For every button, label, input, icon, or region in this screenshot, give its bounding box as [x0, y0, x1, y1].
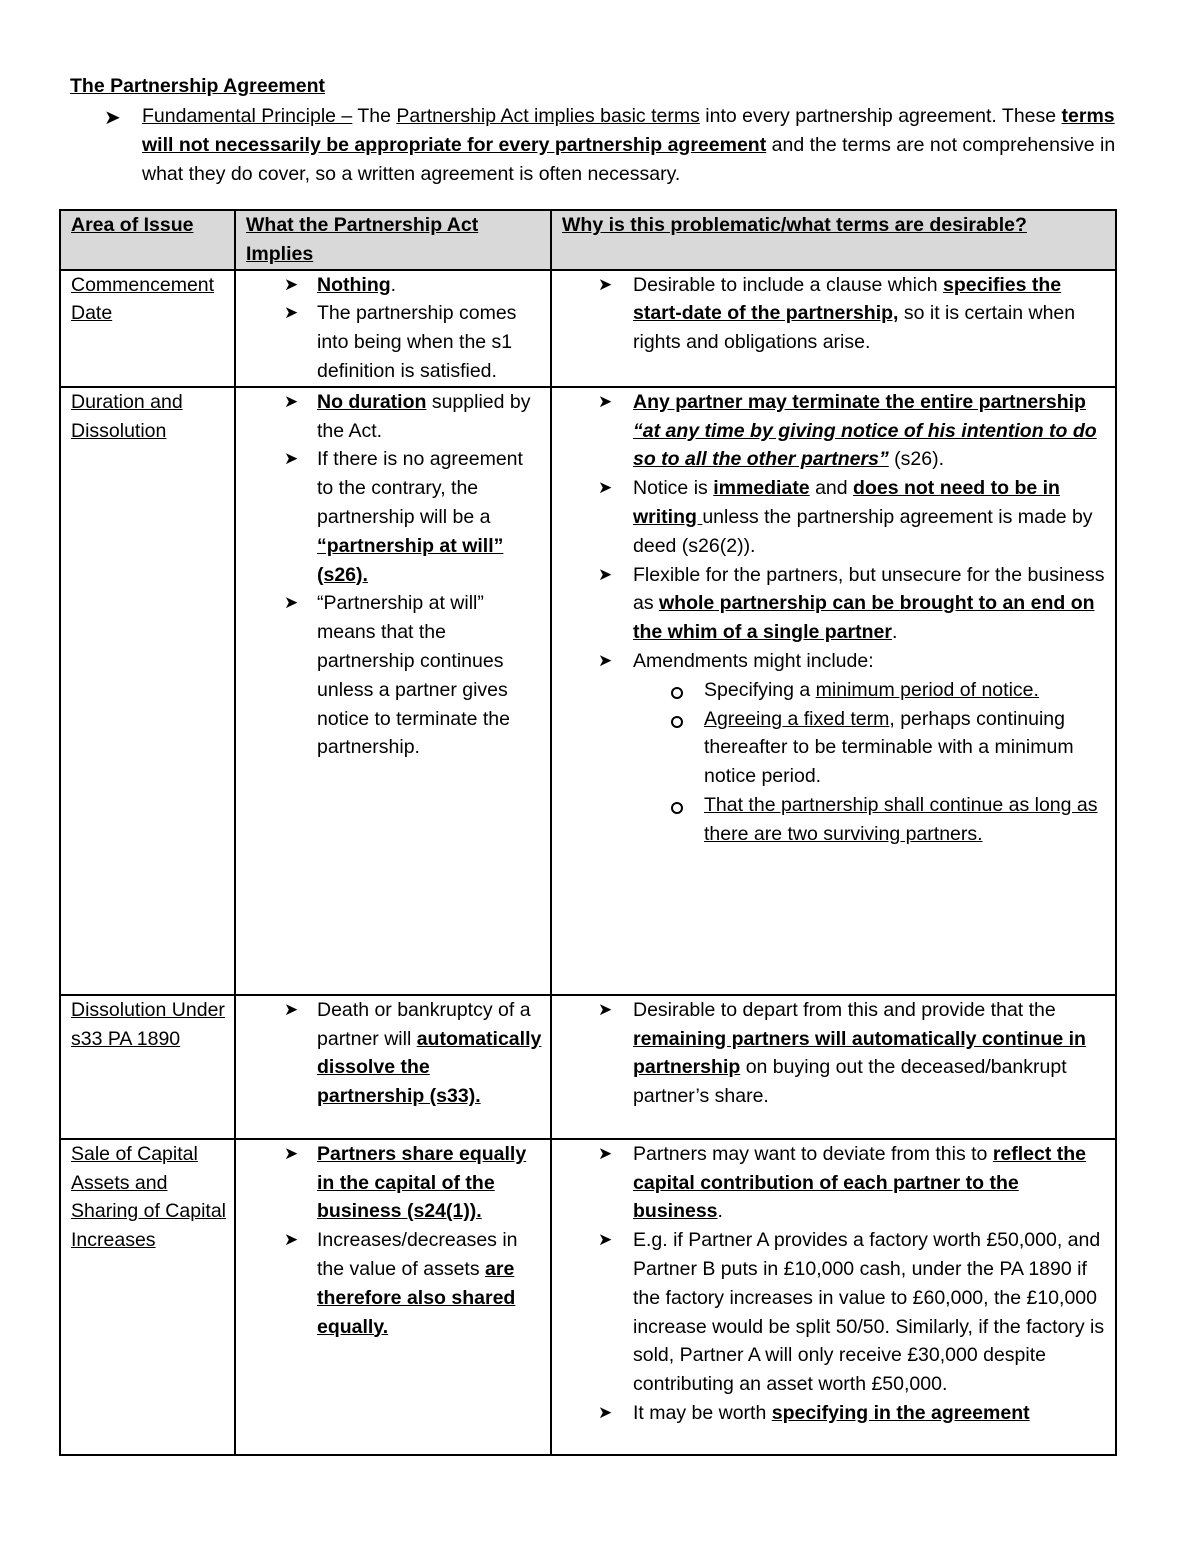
list-item: ➤ It may be worth specifying in the agreement [562, 1399, 1107, 1428]
implies-cell [235, 995, 551, 1139]
arrow-bullet-icon: ➤ [284, 593, 299, 613]
table-header-row [60, 210, 1116, 270]
arrow-bullet-icon: ➤ [598, 274, 613, 294]
arrow-bullet-icon: ➤ [598, 999, 613, 1019]
table-row [60, 387, 1116, 995]
list-item: ➤ Partners share equally in the capital of the business (s24(1)). [246, 1140, 542, 1226]
implies-cell [235, 387, 551, 995]
arrow-bullet-icon: ➤ [598, 391, 613, 411]
problem-cell [551, 1139, 1116, 1455]
problem-cell [551, 995, 1116, 1139]
arrow-bullet-icon: ➤ [284, 449, 299, 469]
list-item: ➤ The partnership comes into being when the s1 definition is satisfied. [246, 299, 542, 385]
arrow-bullet-icon: ➤ [284, 274, 299, 294]
arrow-bullet-icon: ➤ [104, 107, 121, 129]
arrow-bullet-icon: ➤ [598, 650, 613, 670]
circle-bullet-icon [671, 802, 683, 814]
arrow-bullet-icon: ➤ [598, 478, 613, 498]
list-item: ➤ No duration supplied by the Act. [246, 388, 542, 446]
list-item: ➤ Desirable to include a clause which specifies the start-date of the partnership, so it is certain when rights and obligations arise. [562, 271, 1107, 357]
problem-cell [551, 270, 1116, 387]
list-item: ➤ E.g. if Partner A provides a factory worth £50,000, and Partner B puts in £10,000 cash, under the PA 1890 if the factory increases in value to £60,000, the £10,000 increase would be split 50/50. Similarly, if the factory is sold, Partner A will only receive £30,000 despite contributing an asset worth £50,000. [562, 1226, 1107, 1399]
list-item: ➤ Desirable to depart from this and provide that the remaining partners will automatically continue in partnership on buying out the deceased/bankrupt partner’s share. [562, 996, 1107, 1111]
arrow-bullet-icon: ➤ [284, 999, 299, 1019]
intro-paragraph: Fundamental Principle – The Partnership Act implies basic terms into every partnership agreement. These terms will not necessarily be appropriate for every partnership agreement and the terms are not comprehensive in what they do cover, so a written agreement is often necessary. [142, 105, 1116, 185]
partnership-table [59, 209, 1117, 1456]
circle-bullet-icon [671, 687, 683, 699]
sub-list-item: Specifying a minimum period of notice. [633, 676, 1107, 705]
arrow-bullet-icon: ➤ [598, 564, 613, 584]
sub-list-item: That the partnership shall continue as long as there are two surviving partners. [633, 791, 1107, 849]
implies-cell [235, 270, 551, 387]
page-title: The Partnership Agreement [70, 75, 326, 97]
intro-lead: Fundamental Principle – [142, 105, 353, 127]
list-item: ➤ “Partnership at will” means that the partnership continues unless a partner gives notice to terminate the partnership. [246, 589, 542, 762]
implies-cell [235, 1139, 551, 1455]
table-row [60, 1139, 1116, 1455]
table-row [60, 995, 1116, 1139]
list-item: ➤ Partners may want to deviate from this to reflect the capital contribution of each partner to the business. [562, 1140, 1107, 1226]
list-item: ➤ Death or bankruptcy of a partner will automatically dissolve the partnership (s33). [246, 996, 542, 1111]
arrow-bullet-icon: ➤ [284, 1230, 299, 1250]
list-item: ➤ Flexible for the partners, but unsecure for the business as whole partnership can be brought to an end on the whim of a single partner. [562, 561, 1107, 647]
area-cell: Sale of Capital Assets and Sharing of Capital Increases [60, 1139, 235, 1455]
list-item: ➤ Increases/decreases in the value of assets are therefore also shared equally. [246, 1226, 542, 1341]
list-item: ➤ Any partner may terminate the entire partnership “at any time by giving notice of his intention to do so to all the other partners” (s26). [562, 388, 1107, 474]
list-item: ➤ Nothing. [246, 271, 542, 300]
list-item: ➤ If there is no agreement to the contrary, the partnership will be a “partnership at will” (s26). [246, 445, 542, 589]
arrow-bullet-icon: ➤ [598, 1143, 613, 1163]
circle-bullet-icon [671, 716, 683, 728]
table-row [60, 270, 1116, 387]
area-cell: Dissolution Under s33 PA 1890 [60, 995, 235, 1139]
sub-list-item: Agreeing a fixed term, perhaps continuing thereafter to be terminable with a minimum notice period. [633, 705, 1107, 791]
header-implies: What the Partnership Act Implies [235, 210, 551, 270]
header-problematic: Why is this problematic/what terms are desirable? [551, 210, 1116, 270]
arrow-bullet-icon: ➤ [284, 391, 299, 411]
header-area: Area of Issue [60, 210, 235, 270]
list-item: ➤ Notice is immediate and does not need to be in writing unless the partnership agreement is made by deed (s26(2)). [562, 474, 1107, 560]
arrow-bullet-icon: ➤ [284, 1143, 299, 1163]
area-cell: Commencement Date [60, 270, 235, 387]
area-cell: Duration and Dissolution [60, 387, 235, 995]
list-item: ➤ Amendments might include: Specifying a minimum period of notice. Agreeing a fixed term, perhaps continuing thereafter to be terminable with a minimum notice period. That the partnership shall continue as long as there are two surviving partners. [562, 647, 1107, 849]
problem-cell [551, 387, 1116, 995]
arrow-bullet-icon: ➤ [598, 1230, 613, 1250]
arrow-bullet-icon: ➤ [598, 1402, 613, 1422]
arrow-bullet-icon: ➤ [284, 303, 299, 323]
